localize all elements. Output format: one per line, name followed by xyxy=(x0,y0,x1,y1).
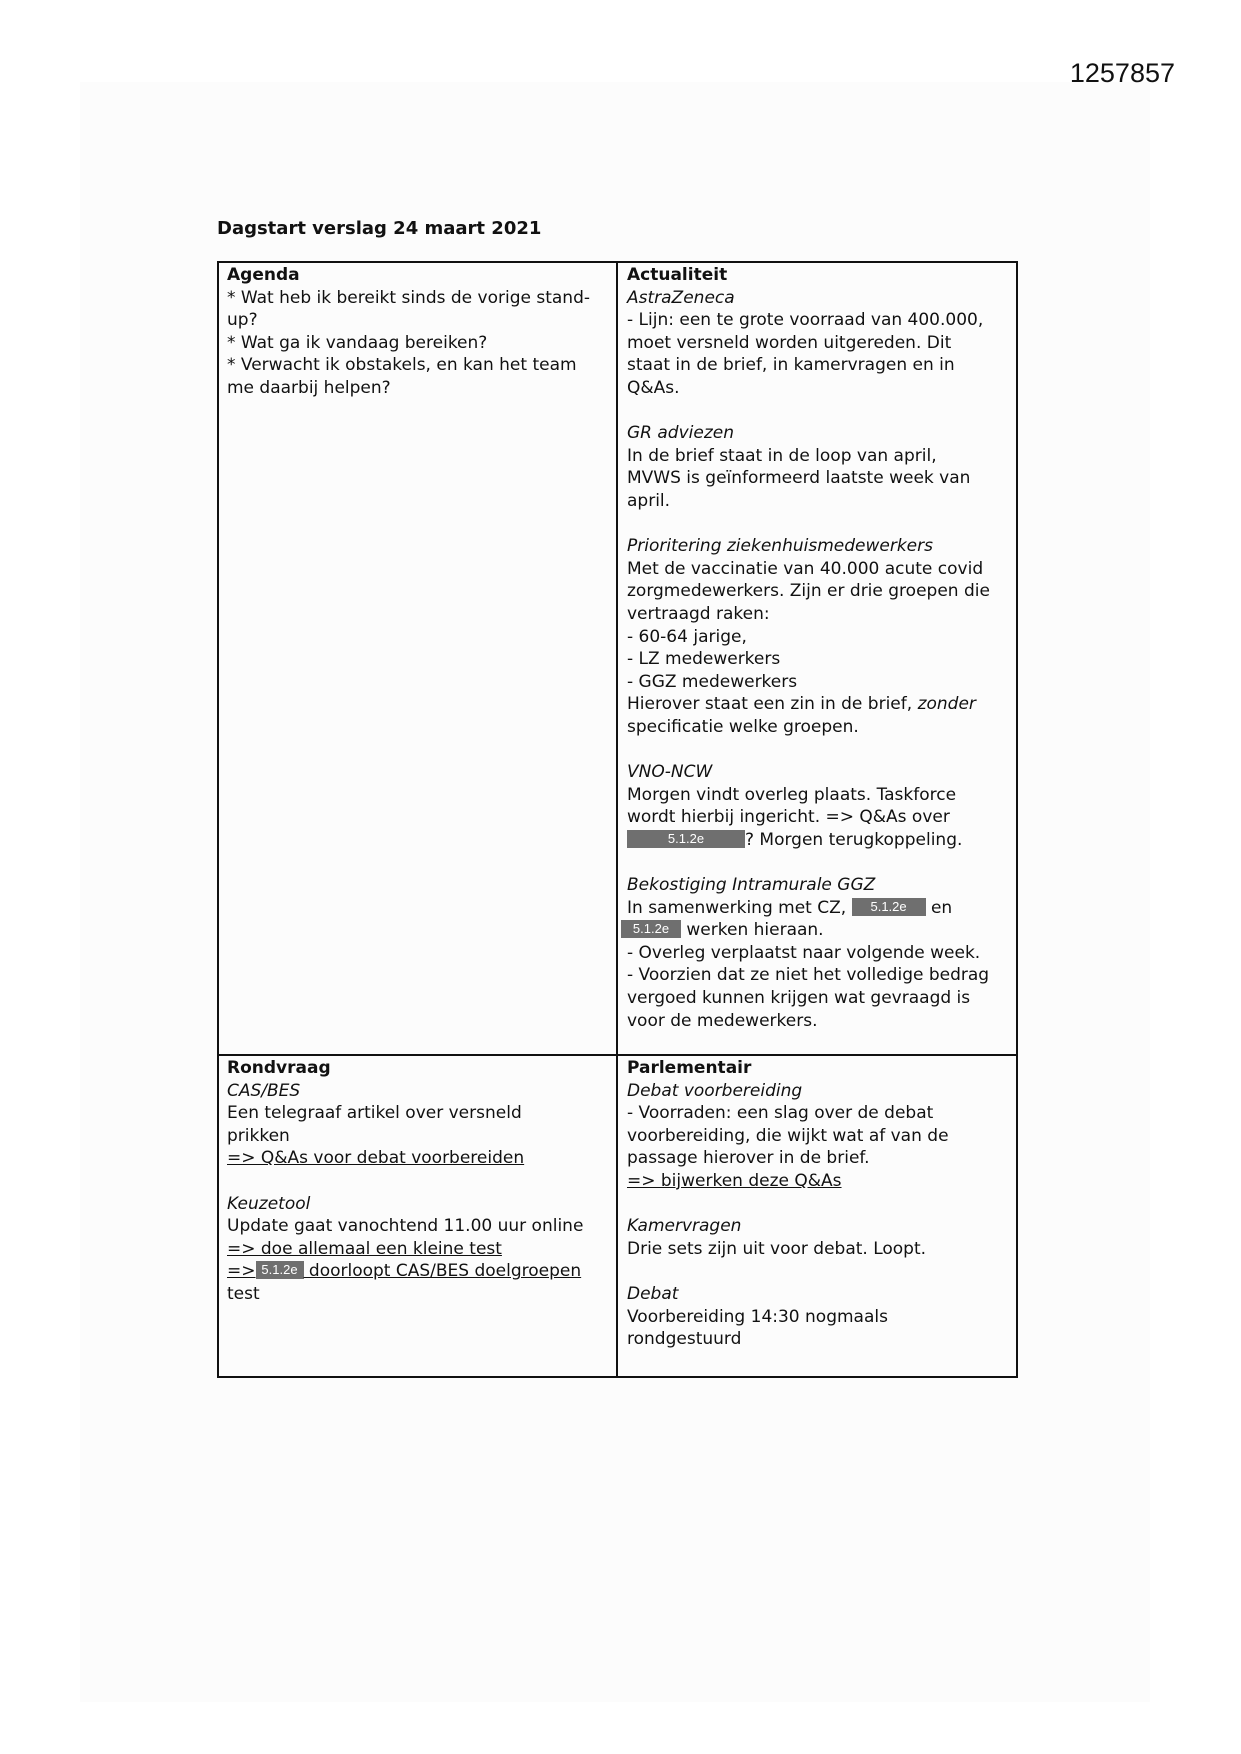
astrazeneca-line: - Lijn: een te grote voorraad van 400.000, xyxy=(627,310,984,331)
prioritering-line: zorgmedewerkers. Zijn er drie groepen die xyxy=(627,581,990,602)
agenda-heading: Agenda xyxy=(227,265,300,285)
row-divider xyxy=(219,1054,1016,1056)
vno-ncw-title: VNO-NCW xyxy=(627,762,713,783)
prioritering-line: vertraagd raken: xyxy=(627,603,770,624)
ggz-line: - Voorzien dat ze niet het volledige bedrag xyxy=(627,965,990,986)
vno-ncw-line: Morgen vindt overleg plaats. Taskforce xyxy=(627,784,957,805)
astrazeneca-title: AstraZeneca xyxy=(627,287,735,308)
prioritering-line: specificatie welke groepen. xyxy=(627,716,859,737)
debat-line: Voorbereiding 14:30 nogmaals xyxy=(627,1306,888,1327)
debat-voorbereiding-line: voorbereiding, die wijkt wat af van de xyxy=(627,1125,949,1146)
redaction-label: 5.1.2e xyxy=(256,1261,304,1279)
gr-adviezen-line: MVWS is geïnformeerd laatste week van xyxy=(627,468,971,489)
keuzetool-title: Keuzetool xyxy=(227,1193,311,1214)
actualiteit-cell xyxy=(627,264,1012,1032)
debat-voorbereiding-line: - Voorraden: een slag over de debat xyxy=(627,1103,934,1124)
kamervragen-line: Drie sets zijn uit voor debat. Loopt. xyxy=(627,1238,927,1259)
redaction-label: 5.1.2e xyxy=(621,920,681,938)
debat-voorbereiding-line: passage hierover in de brief. xyxy=(627,1148,870,1169)
keuzetool-action: => doe allemaal een kleine test xyxy=(227,1238,502,1259)
redaction-label: 5.1.2e xyxy=(627,830,745,848)
ggz-line: voor de medewerkers. xyxy=(627,1010,818,1031)
cas-bes-line: prikken xyxy=(227,1125,290,1146)
keuzetool-line: Update gaat vanochtend 11.00 uur online xyxy=(227,1216,584,1237)
document-title: Dagstart verslag 24 maart 2021 xyxy=(217,218,542,239)
debat-line: rondgestuurd xyxy=(627,1329,742,1350)
vno-ncw-line: wordt hierbij ingericht. => Q&As over xyxy=(627,807,950,828)
cas-bes-title: CAS/BES xyxy=(227,1080,301,1101)
gr-adviezen-line: In de brief staat in de loop van april, xyxy=(627,445,937,466)
debat-title: Debat xyxy=(627,1283,679,1304)
agenda-line: * Wat ga ik vandaag bereiken? xyxy=(227,332,488,353)
cas-bes-line: Een telegraaf artikel over versneld xyxy=(227,1103,522,1124)
agenda-line: me daarbij helpen? xyxy=(227,377,391,398)
column-divider xyxy=(616,263,618,1376)
minutes-table xyxy=(217,261,1018,1378)
ggz-line: - Overleg verplaatst naar volgende week. xyxy=(627,942,981,963)
prioritering-title: Prioritering ziekenhuismedewerkers xyxy=(627,536,933,557)
redaction-label: 5.1.2e xyxy=(852,898,926,916)
gr-adviezen-title: GR adviezen xyxy=(627,423,734,444)
document-id: 1257857 xyxy=(1069,58,1175,88)
gr-adviezen-line: april. xyxy=(627,490,671,511)
ggz-title: Bekostiging Intramurale GGZ xyxy=(627,875,876,896)
parlementair-cell xyxy=(627,1057,1012,1351)
ggz-line: In samenwerking met CZ, 5.1.2e en xyxy=(627,897,953,918)
agenda-cell xyxy=(227,264,611,400)
debat-voorbereiding-action: => bijwerken deze Q&As xyxy=(627,1170,842,1191)
agenda-line: up? xyxy=(227,310,258,331)
actualiteit-heading: Actualiteit xyxy=(627,265,728,285)
rondvraag-heading: Rondvraag xyxy=(227,1058,331,1078)
prioritering-line: - 60-64 jarige, xyxy=(627,626,747,647)
cas-bes-action: => Q&As voor debat voorbereiden xyxy=(227,1148,525,1169)
astrazeneca-line: moet versneld worden uitgereden. Dit xyxy=(627,332,952,353)
ggz-line: vergoed kunnen krijgen wat gevraagd is xyxy=(627,988,971,1008)
vno-ncw-line: 5.1.2e ? Morgen terugkoppeling. xyxy=(627,829,1012,852)
debat-voorbereiding-title: Debat voorbereiding xyxy=(627,1080,803,1101)
keuzetool-action: => 5.1.2e doorloopt CAS/BES doelgroepen xyxy=(227,1261,582,1282)
prioritering-line: - GGZ medewerkers xyxy=(627,671,798,692)
prioritering-line: Met de vaccinatie van 40.000 acute covid xyxy=(627,558,984,579)
prioritering-line: - LZ medewerkers xyxy=(627,649,781,670)
agenda-line: * Wat heb ik bereikt sinds de vorige stand- xyxy=(227,287,591,308)
keuzetool-line: test xyxy=(227,1283,260,1304)
ggz-line: 5.1.2e werken hieraan. xyxy=(621,919,1012,942)
parlementair-heading: Parlementair xyxy=(627,1058,752,1078)
kamervragen-title: Kamervragen xyxy=(627,1216,742,1237)
rondvraag-cell xyxy=(227,1057,611,1306)
astrazeneca-line: Q&As. xyxy=(627,377,680,398)
astrazeneca-line: staat in de brief, in kamervragen en in xyxy=(627,355,955,376)
prioritering-line: Hierover staat een zin in de brief, zonder xyxy=(627,694,976,715)
agenda-line: * Verwacht ik obstakels, en kan het team xyxy=(227,355,577,376)
